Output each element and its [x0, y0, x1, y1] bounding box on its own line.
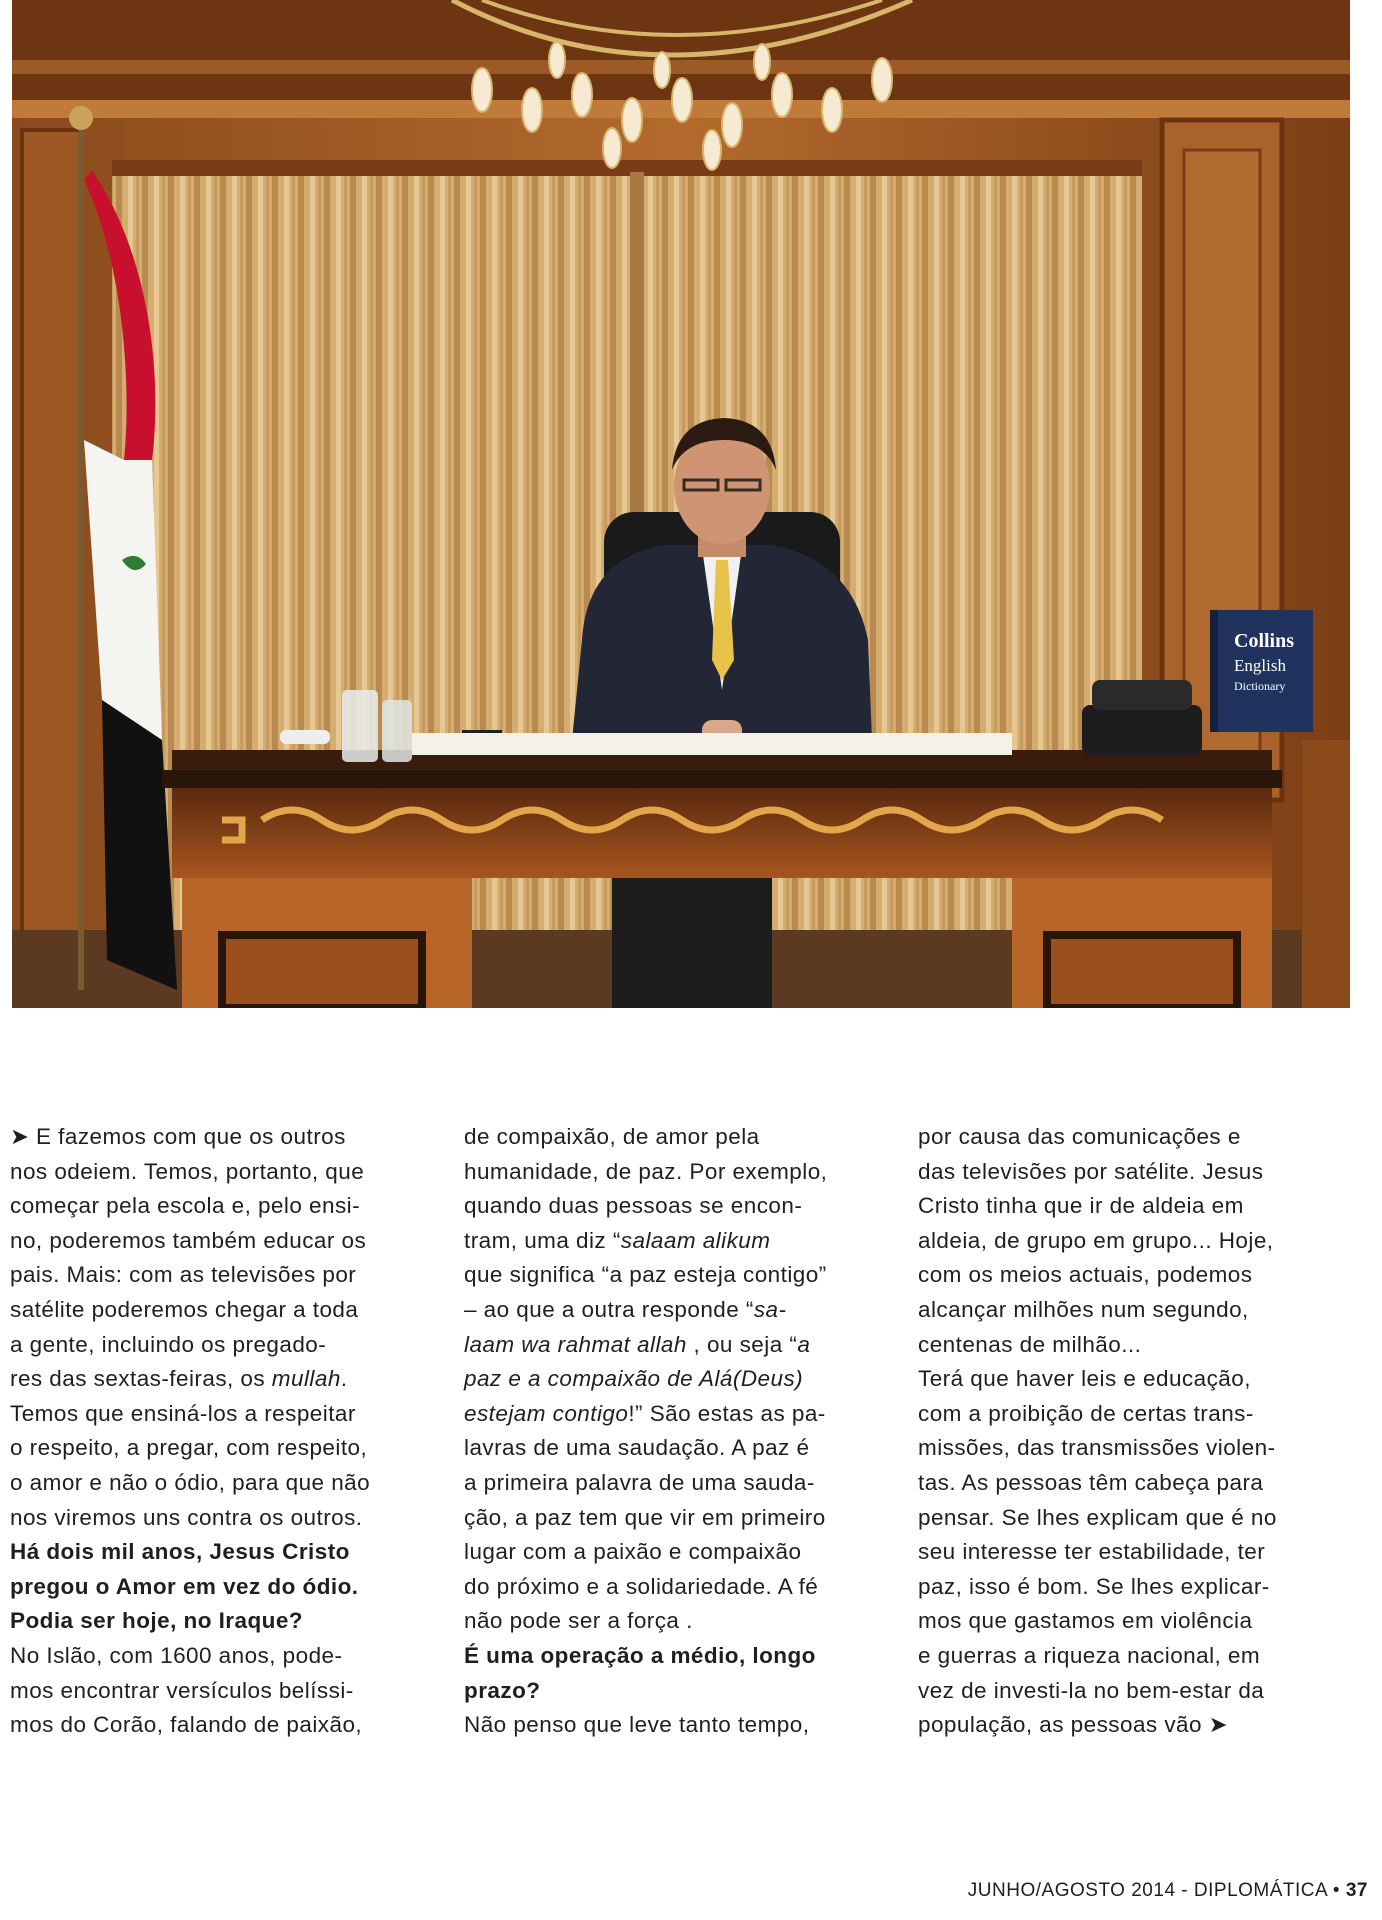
text-line	[918, 1501, 1277, 1536]
text-run: centenas de milhão...	[918, 1331, 1142, 1357]
text-run: .	[340, 1366, 348, 1392]
text-line	[918, 1328, 1277, 1363]
svg-text:Dictionary: Dictionary	[1234, 679, 1286, 693]
text-line	[918, 1224, 1277, 1259]
text-run: – ao que a outra responde “	[464, 1296, 754, 1322]
page-number: 37	[1345, 1880, 1368, 1901]
text-line	[10, 1120, 370, 1155]
text-run: !” São estas as pa-	[628, 1400, 826, 1426]
text-run: No Islão, com 1600 anos, pode-	[10, 1642, 343, 1668]
text-run: população, as pessoas vão ➤	[918, 1712, 1228, 1738]
text-line	[464, 1535, 827, 1570]
text-line	[464, 1570, 827, 1605]
text-line	[464, 1639, 827, 1674]
italic-text: salaam alikum	[620, 1227, 771, 1253]
text-run: quando duas pessoas se encon-	[464, 1193, 803, 1219]
text-run: satélite poderemos chegar a toda	[10, 1296, 359, 1322]
text-run: e guerras a riqueza nacional, em	[918, 1642, 1261, 1668]
text-run: res das sextas-feiras, os	[10, 1366, 272, 1392]
text-run: paz, isso é bom. Se lhes explicar-	[918, 1573, 1270, 1599]
text-line	[918, 1258, 1277, 1293]
text-line	[10, 1639, 370, 1674]
text-line	[464, 1397, 827, 1432]
text-run: nos odeiem. Temos, portanto, que	[10, 1158, 365, 1184]
text-run: Há dois mil anos, Jesus Cristo	[10, 1539, 350, 1565]
text-run: seu interesse ter estabilidade, ter	[918, 1539, 1266, 1565]
text-line	[10, 1604, 370, 1639]
text-run: mos que gastamos em violência	[918, 1608, 1253, 1634]
text-run: com os meios actuais, podemos	[918, 1262, 1253, 1288]
text-line	[918, 1708, 1277, 1743]
article-column-2	[464, 1120, 827, 1743]
text-line	[918, 1293, 1277, 1328]
article-column-1	[10, 1120, 370, 1743]
text-run: Não penso que leve tanto tempo,	[464, 1712, 810, 1738]
article-column-3	[918, 1120, 1277, 1743]
text-run: Temos que ensiná-los a respeitar	[10, 1400, 356, 1426]
text-line	[10, 1535, 370, 1570]
text-run: Cristo tinha que ir de aldeia em	[918, 1193, 1244, 1219]
text-run: mos encontrar versículos belíssi-	[10, 1677, 354, 1703]
text-line	[918, 1431, 1277, 1466]
text-run: a primeira palavra de uma sauda-	[464, 1469, 815, 1495]
text-line	[918, 1674, 1277, 1709]
text-line	[10, 1224, 370, 1259]
text-run: Podia ser hoje, no Iraque?	[10, 1608, 304, 1634]
text-line	[918, 1466, 1277, 1501]
text-run: missões, das transmissões violen-	[918, 1435, 1276, 1461]
text-line	[10, 1155, 370, 1190]
text-run: mos do Corão, falando de paixão,	[10, 1712, 363, 1738]
text-line	[10, 1570, 370, 1605]
text-line	[10, 1258, 370, 1293]
text-run: pais. Mais: com as televisões por	[10, 1262, 357, 1288]
text-line	[10, 1293, 370, 1328]
text-line	[464, 1120, 827, 1155]
text-line	[918, 1120, 1277, 1155]
text-line	[10, 1189, 370, 1224]
page-footer	[968, 1880, 1368, 1902]
text-line	[464, 1224, 827, 1259]
issue-label: JUNHO/AGOSTO 2014 - DIPLOMÁTICA •	[967, 1880, 1346, 1901]
text-line	[464, 1466, 827, 1501]
svg-text:Collins: Collins	[1234, 630, 1295, 652]
text-line	[918, 1604, 1277, 1639]
text-run: ➤ E fazemos com que os outros	[10, 1124, 346, 1149]
text-run: tram, uma diz “	[464, 1227, 621, 1253]
text-run: o respeito, a pregar, com respeito,	[10, 1435, 368, 1461]
text-run: do próximo e a solidariedade. A fé	[464, 1573, 819, 1599]
text-run: das televisões por satélite. Jesus	[918, 1158, 1264, 1184]
text-line	[918, 1362, 1277, 1397]
italic-text: sa-	[753, 1296, 787, 1322]
text-run: vez de investi-la no bem-estar da	[918, 1677, 1265, 1703]
text-line	[918, 1639, 1277, 1674]
italic-text: estejam contigo	[464, 1400, 629, 1426]
text-run: aldeia, de grupo em grupo... Hoje,	[918, 1227, 1274, 1253]
text-line	[464, 1604, 827, 1639]
italic-text: laam wa rahmat allah	[464, 1331, 687, 1357]
text-line	[464, 1501, 827, 1536]
text-line	[10, 1674, 370, 1709]
text-line	[10, 1328, 370, 1363]
text-run: tas. As pessoas têm cabeça para	[918, 1469, 1264, 1495]
text-run: com a proibição de certas trans-	[918, 1400, 1254, 1426]
text-run: lugar com a paixão e compaixão	[464, 1539, 802, 1565]
text-run: o amor e não o ódio, para que não	[10, 1469, 371, 1495]
text-run: , ou seja “	[686, 1331, 798, 1357]
text-line	[464, 1674, 827, 1709]
text-line	[10, 1501, 370, 1536]
text-line	[918, 1570, 1277, 1605]
text-run: É uma operação a médio, longo	[464, 1642, 816, 1668]
text-line	[464, 1708, 827, 1743]
text-run: pensar. Se lhes explicam que é no	[918, 1504, 1277, 1530]
text-line	[10, 1466, 370, 1501]
text-line	[918, 1155, 1277, 1190]
text-run: Terá que haver leis e educação,	[918, 1366, 1251, 1392]
text-line	[918, 1189, 1277, 1224]
text-run: não pode ser a força .	[464, 1608, 693, 1634]
text-run: de compaixão, de amor pela	[464, 1124, 760, 1149]
text-line	[464, 1258, 827, 1293]
italic-text: mullah	[271, 1366, 341, 1392]
text-line	[464, 1293, 827, 1328]
italic-text: a	[797, 1331, 811, 1357]
text-line	[464, 1155, 827, 1190]
text-line	[10, 1397, 370, 1432]
text-run: nos viremos uns contra os outros.	[10, 1504, 363, 1530]
text-line	[10, 1431, 370, 1466]
text-line	[918, 1397, 1277, 1432]
text-line	[10, 1708, 370, 1743]
text-line	[918, 1535, 1277, 1570]
text-run: a gente, incluindo os pregado-	[10, 1331, 327, 1357]
text-run: pregou o Amor em vez do ódio.	[10, 1573, 359, 1599]
text-run: alcançar milhões num segundo,	[918, 1296, 1249, 1322]
text-run: começar pela escola e, pelo ensi-	[10, 1193, 361, 1219]
text-run: por causa das comunicações e	[918, 1124, 1241, 1149]
text-line	[464, 1189, 827, 1224]
text-line	[464, 1362, 827, 1397]
text-run: ção, a paz tem que vir em primeiro	[464, 1504, 826, 1530]
text-run: lavras de uma saudação. A paz é	[464, 1435, 810, 1461]
text-line	[464, 1431, 827, 1466]
text-run: prazo?	[464, 1677, 541, 1703]
text-run: no, poderemos também educar os	[10, 1227, 367, 1253]
text-line	[10, 1362, 370, 1397]
svg-text:English: English	[1234, 656, 1286, 675]
article-photo	[12, 0, 1350, 1008]
text-run: que significa “a paz esteja contigo”	[464, 1262, 827, 1288]
italic-text: paz e a compaixão de Alá(Deus)	[464, 1366, 804, 1392]
text-line	[464, 1328, 827, 1363]
text-run: humanidade, de paz. Por exemplo,	[464, 1158, 828, 1184]
